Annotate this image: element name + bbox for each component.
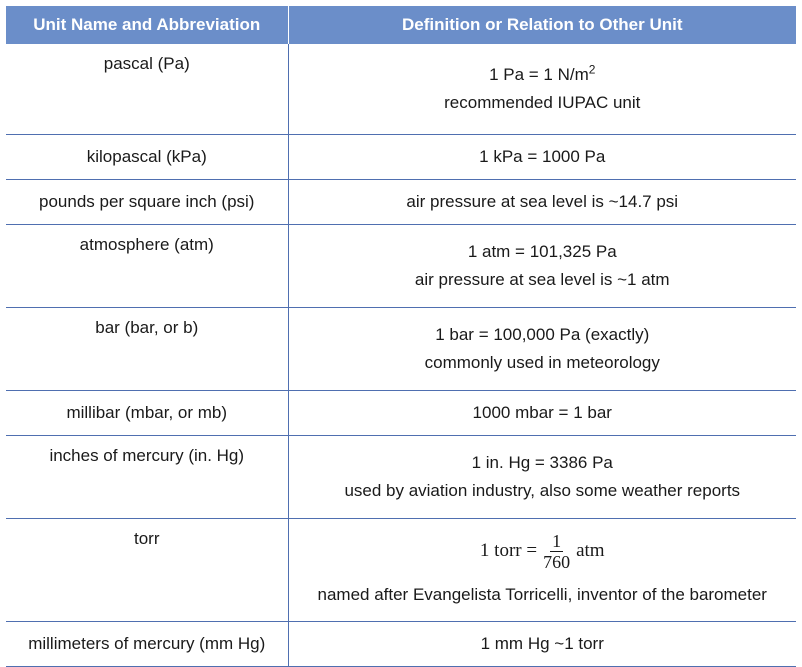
definition-note: commonly used in meteorology [424, 353, 660, 372]
definition-note: recommended IUPAC unit [444, 93, 641, 112]
formula-left: 1 torr = [479, 540, 538, 561]
unit-definition [288, 44, 796, 135]
unit-name: atmosphere (atm) [6, 225, 288, 308]
unit-name: millimeters of mercury (mm Hg) [6, 622, 288, 667]
unit-definition [288, 225, 796, 308]
fraction-denominator: 760 [543, 551, 571, 572]
torr-formula [289, 532, 797, 571]
unit-definition [288, 622, 796, 667]
unit-definition [288, 180, 796, 225]
unit-definition [288, 519, 796, 622]
definition-line: 1 mm Hg ~1 torr [480, 634, 604, 653]
table-row [6, 391, 796, 436]
table-row [6, 225, 796, 308]
unit-name: millibar (mbar, or mb) [6, 391, 288, 436]
unit-definition [288, 436, 796, 519]
pressure-units-table-container [6, 6, 796, 667]
header-row [6, 6, 796, 44]
unit-definition [288, 391, 796, 436]
definition-note: named after Evangelista Torricelli, inventor of the barometer [317, 584, 767, 604]
formula-unit: atm [576, 540, 605, 561]
unit-name: torr [6, 519, 288, 622]
unit-definition [288, 135, 796, 180]
header-unit-name: Unit Name and Abbreviation [6, 6, 288, 44]
unit-definition [288, 308, 796, 391]
pressure-units-table [6, 6, 796, 667]
definition-line: 1000 mbar = 1 bar [472, 403, 612, 422]
definition-line: air pressure at sea level is ~14.7 psi [406, 192, 679, 211]
definition-note: used by aviation industry, also some weather reports [344, 481, 741, 500]
definition-line: 1 Pa = 1 N/m [489, 65, 589, 84]
definition-note: air pressure at sea level is ~1 atm [414, 270, 670, 289]
definition-line: 1 bar = 100,000 Pa (exactly) [435, 325, 650, 344]
table-row [6, 44, 796, 135]
header-definition: Definition or Relation to Other Unit [288, 6, 796, 44]
unit-name: bar (bar, or b) [6, 308, 288, 391]
definition-line: 1 atm = 101,325 Pa [467, 242, 617, 261]
fraction [543, 532, 570, 571]
unit-name: pascal (Pa) [6, 44, 288, 135]
definition-line: 1 in. Hg = 3386 Pa [471, 453, 613, 472]
table-row [6, 135, 796, 180]
unit-name: kilopascal (kPa) [6, 135, 288, 180]
definition-line: 1 kPa = 1000 Pa [479, 147, 606, 166]
fraction-numerator: 1 [552, 530, 562, 551]
exponent: 2 [588, 62, 596, 77]
table-row [6, 622, 796, 667]
table-row [6, 180, 796, 225]
unit-name: inches of mercury (in. Hg) [6, 436, 288, 519]
table-row [6, 436, 796, 519]
table-row [6, 308, 796, 391]
table-row [6, 519, 796, 622]
unit-name: pounds per square inch (psi) [6, 180, 288, 225]
